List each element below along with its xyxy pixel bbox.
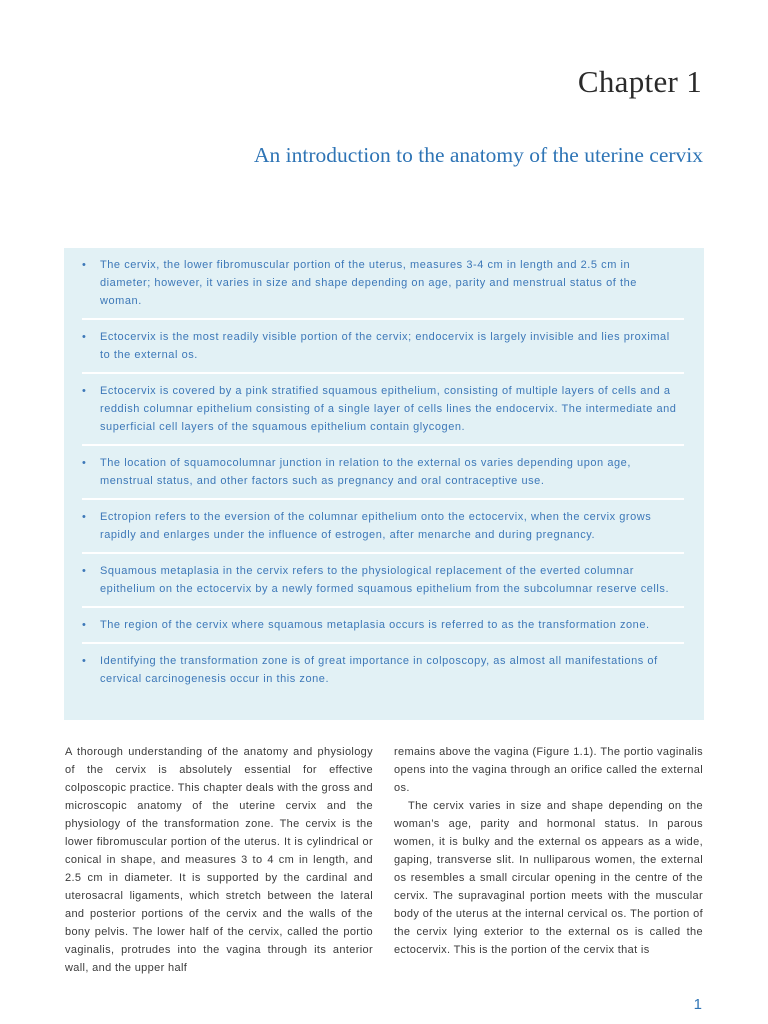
key-point-text: Ectocervix is covered by a pink stratified squamous epithelium, consisting of multiple layers of cells and a reddish columnar epithelium consisting of a single layer of cells lines the endocervix. The intermediate and superficial cell layers of the squamous epithelium contain glycogen. (100, 385, 677, 433)
bullet-icon: • (82, 259, 87, 271)
key-point (82, 608, 684, 644)
key-point (82, 248, 684, 320)
body-text (65, 743, 703, 983)
body-paragraph: A thorough understanding of the anatomy and physiology of the cervix is absolutely essential for effective colposcopic practice. This chapter deals with the gross and microscopic anatomy of the uterine cervix and the physiology of the transformation zone. The cervix is the lower fibromuscular portion of the uterus. It is cylindrical or conical in shape, and measures 3 to 4 cm in length, and 2.5 cm in diameter. It is supported by the cardinal and uterosacral ligaments, which stretch between the lateral and posterior portions of the cervix and the walls of the bony pelvis. The lower half of the cervix, called the portio vaginalis, protrudes into the vagina through its anterior wall, and the upper half (65, 746, 373, 974)
body-column-right (394, 743, 703, 959)
bullet-icon: • (82, 511, 87, 523)
body-paragraph: The cervix varies in size and shape depending on the woman’s age, parity and hormonal status. In parous women, it is bulky and the external os appears as a wide, gaping, transverse slit. In nulliparous women, the external os resembles a small circular opening in the centre of the cervix. The supravaginal portion meets with the muscular body of the uterus at the internal cervical os. The portion of the cervix lying exterior to the external os is called the ectocervix. This is the portion of the cervix that is (394, 800, 703, 956)
bullet-icon: • (82, 619, 87, 631)
key-point-text: Ectropion refers to the eversion of the columnar epithelium onto the ectocervix, when the cervix grows rapidly and enlarges under the influence of estrogen, after menarche and during pregnancy. (100, 511, 652, 541)
bullet-icon: • (82, 655, 87, 667)
key-point (82, 500, 684, 554)
key-points-box (64, 248, 704, 720)
key-point (82, 644, 684, 696)
key-point-text: The cervix, the lower fibromuscular portion of the uterus, measures 3-4 cm in length and 2.5 cm in diameter; however, it varies in size and shape depending on age, parity and menstrual status of the woman. (100, 259, 637, 307)
chapter-label: Chapter 1 (577, 64, 702, 99)
bullet-icon: • (82, 457, 87, 469)
key-point-text: Squamous metaplasia in the cervix refers to the physiological replacement of the everted columnar epithelium on the ectocervix by a newly formed squamous epithelium from the subcolumnar reserve cells. (100, 565, 670, 595)
key-point (82, 554, 684, 608)
bullet-icon: • (82, 331, 87, 343)
page-number: 1 (693, 996, 702, 1013)
key-point-text: Ectocervix is the most readily visible portion of the cervix; endocervix is largely invisible and lies proximal to the external os. (100, 331, 670, 361)
body-paragraph: remains above the vagina (Figure 1.1). The portio vaginalis opens into the vagina through an orifice called the external os. (394, 746, 703, 794)
key-point-text: The location of squamocolumnar junction in relation to the external os varies depending upon age, menstrual status, and other factors such as pregnancy and oral contraceptive use. (100, 457, 631, 487)
key-point-text: Identifying the transformation zone is of great importance in colposcopy, as almost all manifestations of cervical carcinogenesis occur in this zone. (100, 655, 658, 685)
key-point-text: The region of the cervix where squamous metaplasia occurs is referred to as the transformation zone. (100, 619, 650, 631)
chapter-title: An introduction to the anatomy of the uterine cervix (254, 143, 703, 167)
key-point (82, 446, 684, 500)
key-point (82, 320, 684, 374)
body-column-left (65, 743, 373, 977)
key-point (82, 374, 684, 446)
bullet-icon: • (82, 565, 87, 577)
bullet-icon: • (82, 385, 87, 397)
